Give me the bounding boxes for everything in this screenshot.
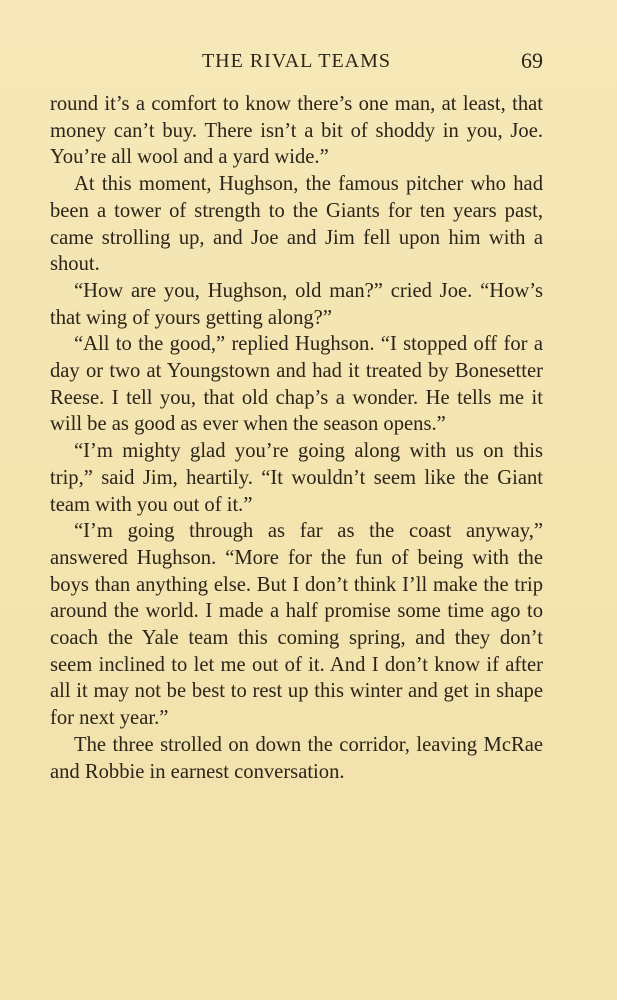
paragraph: At this moment, Hughson, the famous pitcher who had been a tower of strength to the Giants for ten years past, came strolling up, and Joe and Jim fell upon him with a shout. <box>50 173 543 276</box>
body-text <box>50 91 543 785</box>
paragraph: “How are you, Hughson, old man?” cried Joe. “How’s that wing of yours getting along?” <box>50 279 543 329</box>
paragraph: round it’s a comfort to know there’s one man, at least, that money can’t buy. There isn’t a bit of shoddy in you, Joe. You’re all wool and a yard wide.” <box>50 93 543 169</box>
paragraph: “All to the good,” replied Hughson. “I stopped off for a day or two at Youngstown and had it treated by Bonesetter Reese. I tell you, that old chap’s a wonder. He tells me it will be as good as ever when the season opens.” <box>50 333 543 436</box>
running-title: THE RIVAL TEAMS <box>201 50 392 72</box>
paragraph: The three strolled on down the corridor, leaving McRae and Robbie in earnest conversation. <box>50 733 543 783</box>
paragraph: “I’m going through as far as the coast anyway,” answered Hughson. “More for the fun of being with the boys than anything else. But I don’t think I’ll make the trip around the world. I made a half promise some time ago to coach the Yale team this coming spring, and they don’t seem inclined to let me out of it. And I don’t know if after all it may not be best to rest up this winter and get in shape for next year.” <box>50 520 543 730</box>
paragraph: “I’m mighty glad you’re going along with us on this trip,” said Jim, heartily. “It wouldn’t seem like the Giant team with you out of it.” <box>50 440 543 516</box>
page-number: 69 <box>521 48 543 73</box>
running-head <box>50 46 543 76</box>
